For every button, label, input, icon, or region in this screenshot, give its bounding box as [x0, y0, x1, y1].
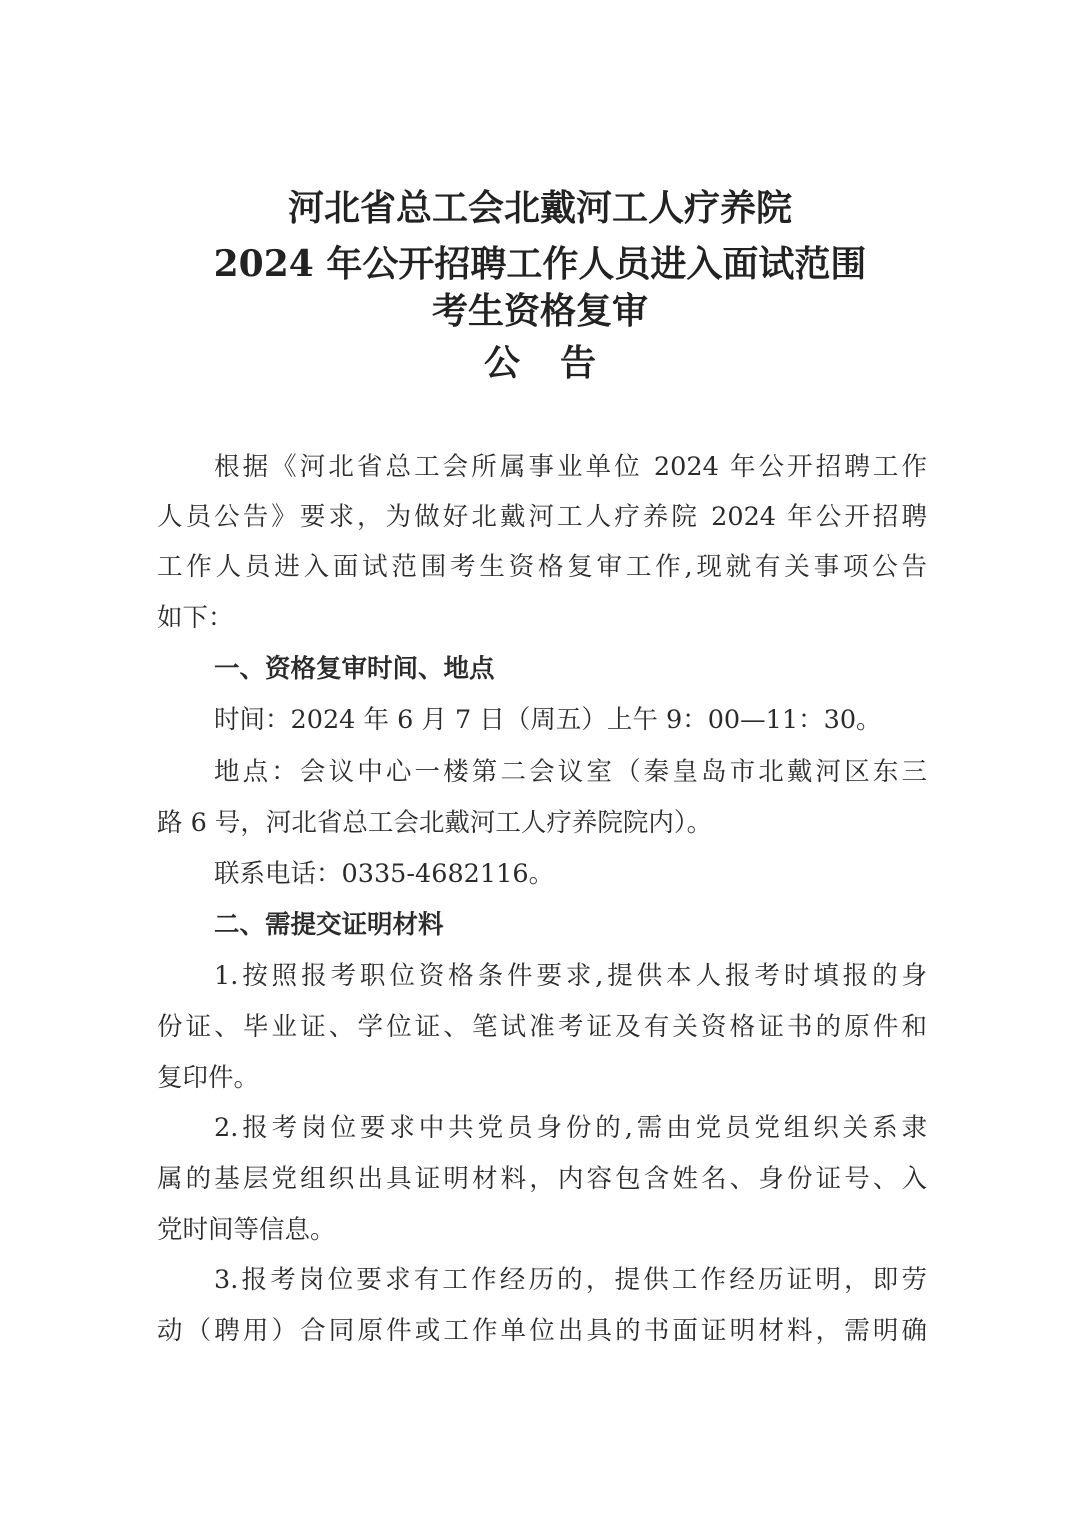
intro-line-2: 人员公告》要求，为做好北戴河工人疗养院 2024 年公开招聘 [157, 502, 927, 532]
review-location-line-2: 路 6 号，河北省总工会北戴河工人疗养院院内）。 [157, 808, 713, 838]
title-organization: 河北省总工会北戴河工人疗养院 [287, 187, 792, 229]
item-2-line-1: 2.报考岗位要求中共党员身份的,需由党员党组织关系隶 [214, 1113, 927, 1143]
review-location-line-1: 地点：会议中心一楼第二会议室（秦皇岛市北戴河区东三 [214, 757, 927, 787]
item-1-line-1: 1.按照报考职位资格条件要求,提供本人报考时填报的身 [214, 961, 927, 991]
title-qualification-review: 考生资格复审 [431, 290, 648, 332]
title-announcement: 公告 [483, 342, 636, 384]
item-1-line-3: 复印件。 [157, 1063, 260, 1093]
title-recruitment: 2024 年公开招聘工作人员进入面试范围 [213, 243, 867, 285]
intro-line-1: 根据《河北省总工会所属事业单位 2024 年公开招聘工作 [214, 452, 927, 482]
review-time: 时间：2024 年 6 月 7 日（周五）上午 9：00—11：30。 [214, 705, 882, 735]
item-3-line-2: 动（聘用）合同原件或工作单位出具的书面证明材料，需明确 [157, 1316, 927, 1346]
intro-line-3: 工作人员进入面试范围考生资格复审工作,现就有关事项公告 [157, 552, 927, 582]
contact-phone: 联系电话：0335-4682116。 [214, 859, 555, 889]
section-heading-materials: 二、需提交证明材料 [214, 910, 444, 940]
item-3-line-1: 3.报考岗位要求有工作经历的，提供工作经历证明，即劳 [214, 1265, 927, 1295]
intro-line-4: 如下： [157, 603, 234, 633]
item-1-line-2: 份证、毕业证、学位证、笔试准考证及有关资格证书的原件和 [157, 1012, 927, 1042]
item-2-line-2: 属的基层党组织出具证明材料，内容包含姓名、身份证号、入 [157, 1164, 927, 1194]
section-heading-time-location: 一、资格复审时间、地点 [214, 654, 495, 684]
item-2-line-3: 党时间等信息。 [157, 1215, 336, 1245]
